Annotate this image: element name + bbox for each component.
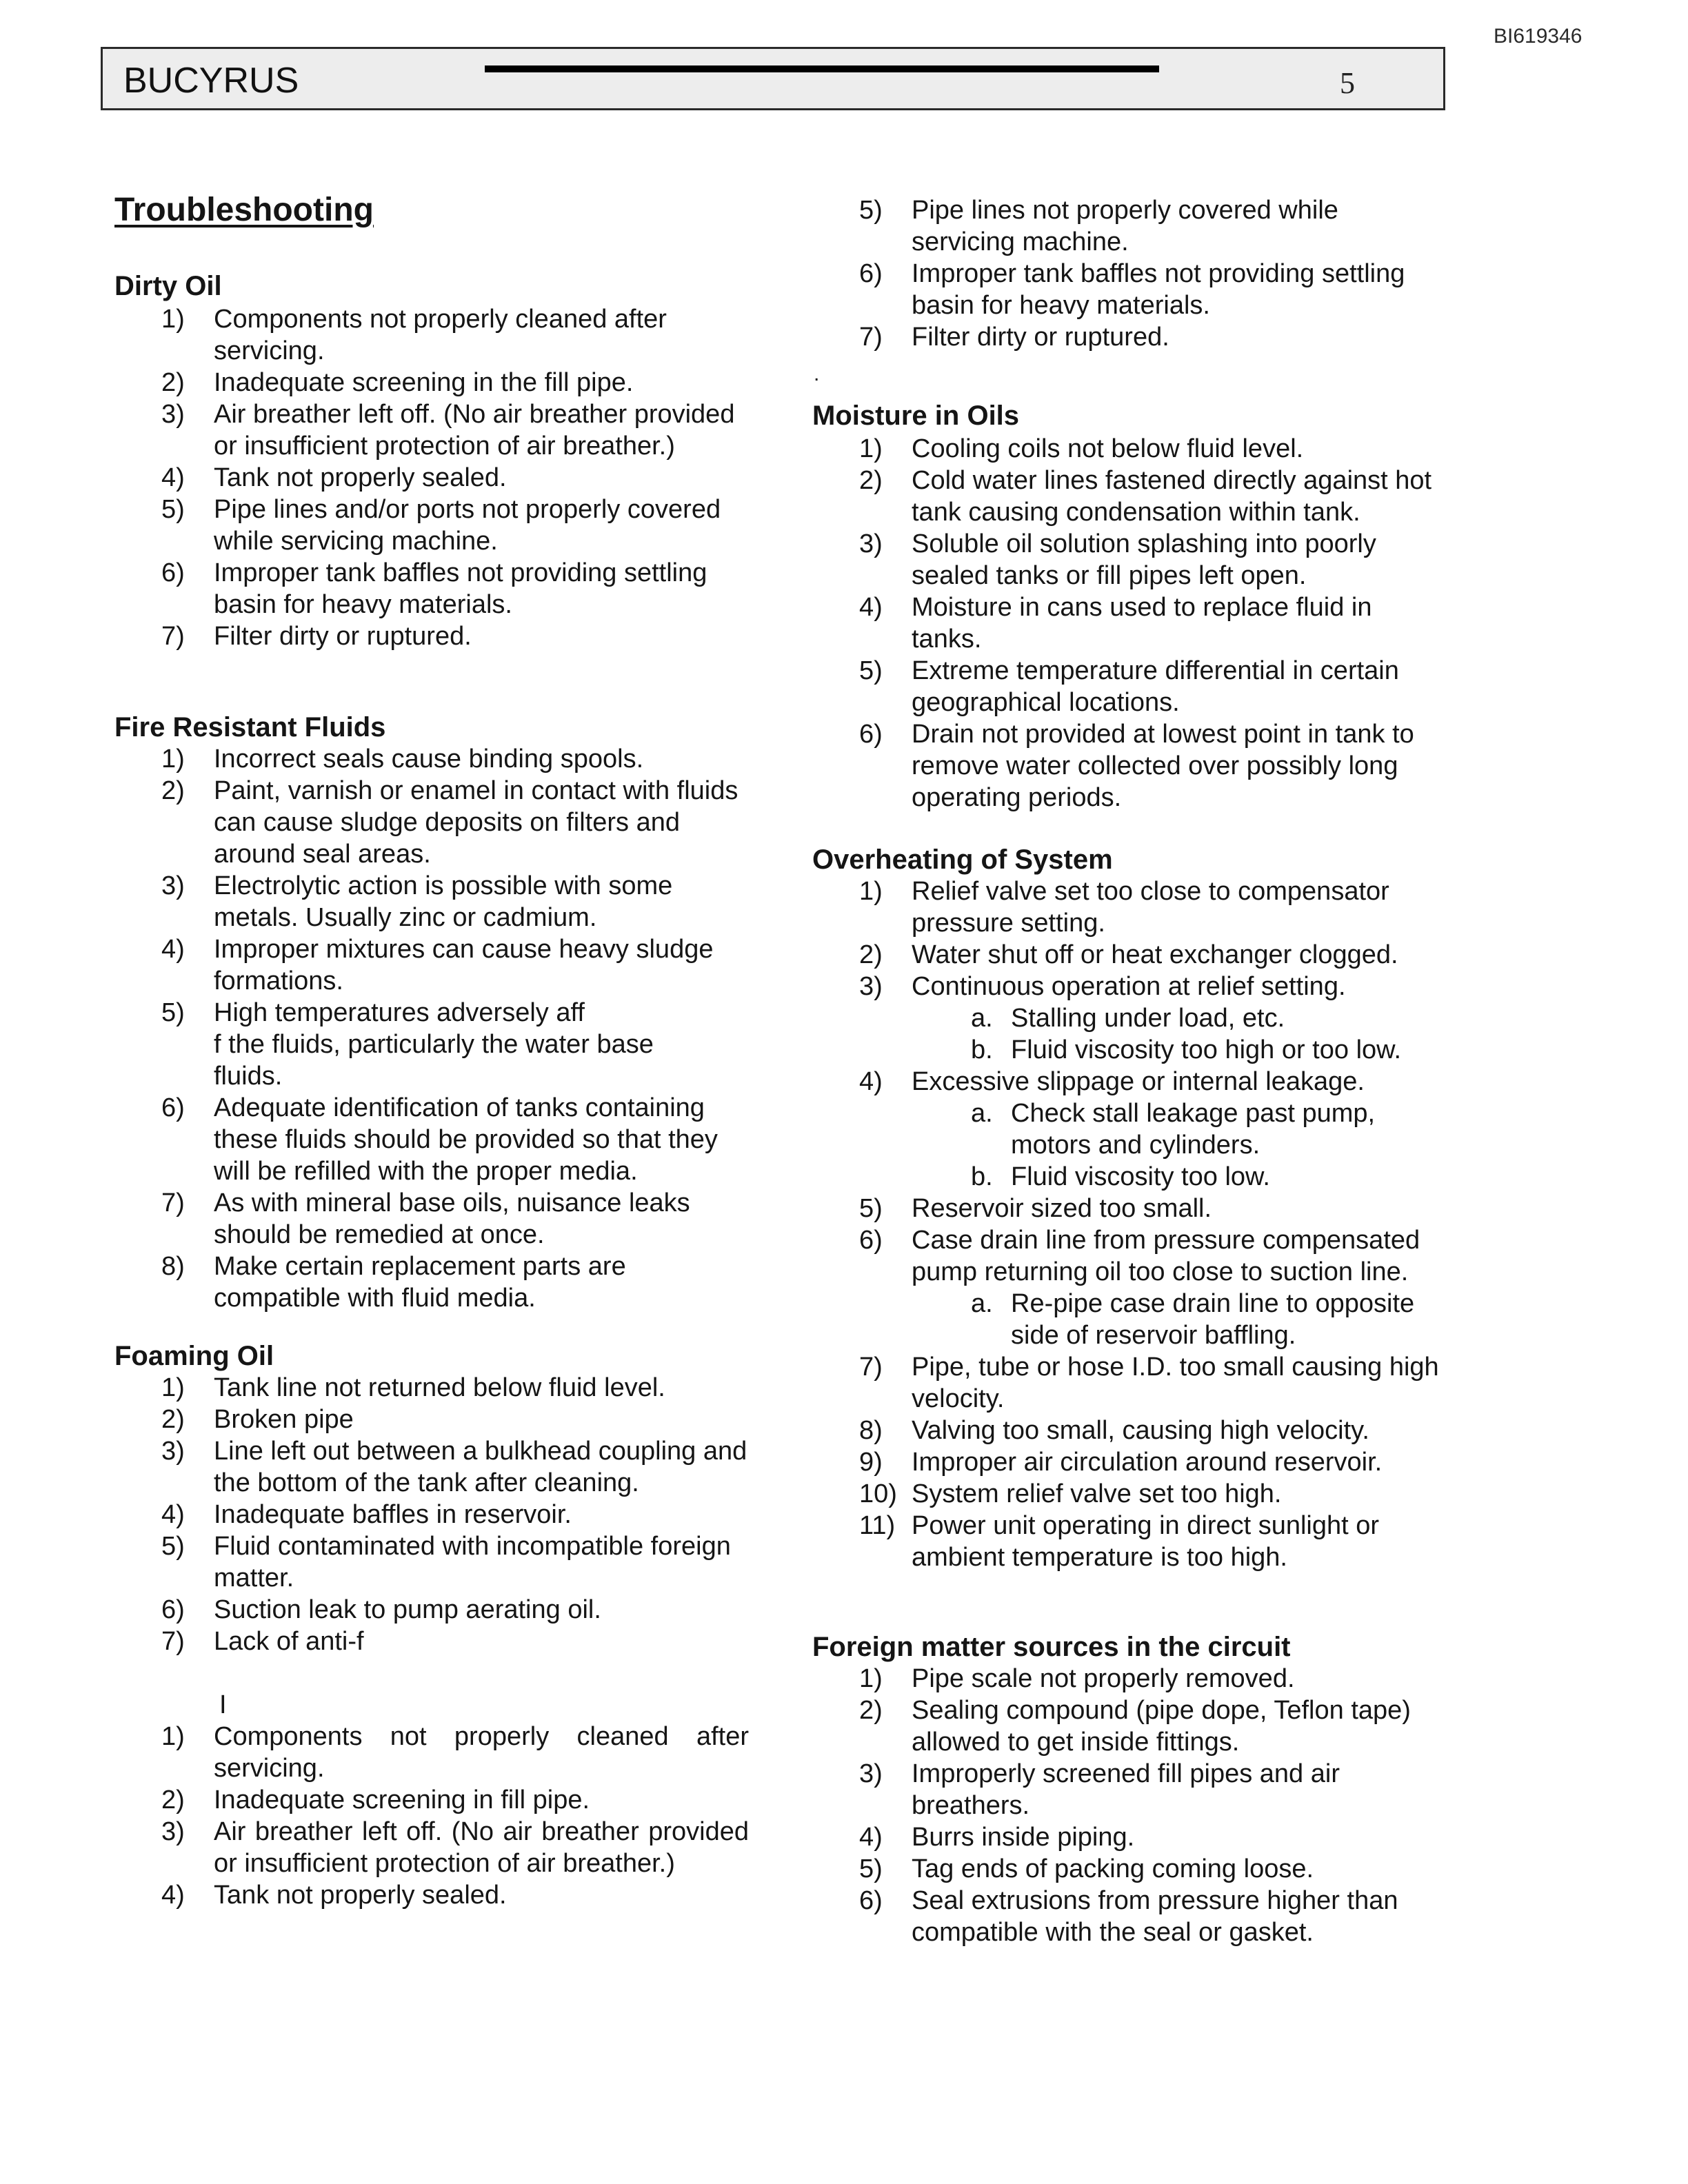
item-number: 3) [161,400,185,429]
item-text: Paint, varnish or enamel in contact with fluids can cause sludge deposits on filters and around seal areas. [214,776,738,869]
item-text: Inadequate baffles in reservoir. [214,1500,572,1529]
item-number: 3) [161,1437,185,1466]
item-text: Fluid viscosity too high or too low. [1011,1035,1402,1064]
item-text: Pipe scale not properly removed. [912,1664,1295,1693]
list-item [114,1816,749,1879]
item-number: 5) [859,1854,883,1883]
list-continued [812,194,1447,353]
item-text: Extreme temperature differential in certain geographical locations. [912,656,1399,717]
item-number: 2) [161,776,185,805]
item-number: 1) [859,1664,883,1693]
list-item [812,1224,1447,1351]
item-text: As with mineral base oils, nuisance leaks should be remedied at once. [214,1189,690,1249]
stray-mark: . [814,363,820,385]
item-text: Cooling coils not below fluid level. [912,434,1304,463]
item-number: 2) [161,1405,185,1434]
section-title-foaming-oil: Foaming Oil [114,1341,274,1371]
item-text: Reservoir sized too small. [912,1194,1212,1223]
item-number: a. [971,1099,993,1128]
list-item [812,1695,1447,1758]
item-text: High temperatures adversely aff [214,998,585,1027]
item-text: Components not properly cleaned after servicing. [214,305,667,365]
item-text: Improper tank baffles not providing settling basin for heavy materials. [912,259,1405,320]
item-number: 6) [161,1595,185,1624]
section-title-moisture: Moisture in Oils [812,401,1020,431]
item-text: Air breather left off. (No air breather provided or insufficient protection of air breather.) [214,1817,749,1878]
list-item [114,1404,749,1435]
item-number: 5) [859,196,883,225]
item-text: Water shut off or heat exchanger clogged. [912,940,1398,969]
item-text: Filter dirty or ruptured. [912,323,1169,352]
item-number: 8) [859,1416,883,1445]
item-text: Tank not properly sealed. [214,1881,507,1910]
item-text: Improper air circulation around reservoir. [912,1448,1383,1477]
list-item [812,1446,1447,1478]
list-item [812,528,1447,592]
item-number: 4) [161,463,185,492]
item-text: Improper mixtures can cause heavy sludge formations. [214,935,714,995]
list-moisture [812,433,1447,813]
list-item [812,1066,1447,1193]
list-item [114,1060,749,1092]
list-item [812,1351,1447,1415]
list-item [114,1187,749,1251]
item-text: Improperly screened fill pipes and air breathers. [912,1759,1340,1820]
list-item [114,1784,749,1816]
item-number: 8) [161,1252,185,1281]
page-header [101,47,1445,110]
item-number: 4) [161,1881,185,1910]
item-text: Excessive slippage or internal leakage. [912,1067,1365,1096]
item-number: 4) [859,1823,883,1852]
item-text: fluids. [214,1062,283,1091]
item-text: Valving too small, causing high velocity. [912,1416,1369,1445]
list-item [812,1193,1447,1224]
list-item [812,1853,1447,1885]
item-number: 2) [161,1786,185,1814]
list-item [812,465,1447,528]
item-number: 1) [161,1373,185,1402]
item-number: 1) [859,434,883,463]
list-item [114,1499,749,1530]
item-number: 7) [161,622,185,651]
list-item [114,1092,749,1187]
item-number: 5) [161,998,185,1027]
item-text: Burrs inside piping. [912,1823,1135,1852]
list-item [114,1879,749,1911]
list-item [114,620,749,652]
list-foaming-oil [114,1372,749,1657]
list-item [114,743,749,775]
item-number: 1) [161,745,185,774]
item-text: Lack of anti-f [214,1627,364,1656]
item-number: 1) [161,1722,185,1751]
list-item [812,1510,1447,1573]
item-number: 6) [859,1226,883,1255]
page-title: Troubleshooting [114,192,374,228]
list-item [114,557,749,620]
list-item [114,1435,749,1499]
list-item [114,1029,749,1060]
item-text: Improper tank baffles not providing settling basin for heavy materials. [214,558,707,619]
item-number: 9) [859,1448,883,1477]
item-number: 5) [161,1532,185,1561]
list-item [812,655,1447,718]
item-number: 5) [859,656,883,685]
list-item [812,1663,1447,1695]
item-text: Seal extrusions from pressure higher than compatible with the seal or gasket. [912,1886,1398,1947]
list-item [812,258,1447,321]
list-foreign [812,1663,1447,1948]
list-item [114,1721,749,1784]
list-item [114,398,749,462]
list-item [114,1251,749,1314]
item-number: 4) [161,1500,185,1529]
item-text: Air breather left off. (No air breather provided or insufficient protection of air breather.) [214,400,735,461]
item-text: Sealing compound (pipe dope, Teflon tape) allowed to get inside fittings. [912,1696,1411,1757]
section-title-foreign: Foreign matter sources in the circuit [812,1632,1291,1662]
list-item [812,433,1447,465]
item-number: 5) [161,495,185,524]
item-text: Components not properly cleaned after servicing. [214,1722,749,1783]
item-number: 2) [161,368,185,397]
brand-name: BUCYRUS [123,61,299,101]
list-item [812,1821,1447,1853]
item-number: 7) [161,1627,185,1656]
sub-list-item [912,1098,1447,1161]
item-number: 6) [859,720,883,749]
item-text: Soluble oil solution splashing into poorly sealed tanks or fill pipes left open. [912,529,1376,590]
list-item [114,933,749,997]
item-number: 7) [859,323,883,352]
item-number: 10) [859,1479,897,1508]
item-number: 3) [859,972,883,1001]
item-text: Continuous operation at relief setting. [912,972,1346,1001]
item-number: 3) [161,1817,185,1846]
sub-list-item [912,1034,1447,1066]
item-text: Stalling under load, etc. [1011,1004,1285,1033]
item-number: 5) [859,1194,883,1223]
list-overheating [812,876,1447,1573]
item-number: a. [971,1289,993,1318]
header-rule [485,65,1159,72]
item-number: 4) [859,593,883,622]
item-number: b. [971,1162,993,1191]
item-number: 7) [859,1353,883,1382]
list-item [114,1530,749,1594]
item-text: System relief valve set too high. [912,1479,1282,1508]
item-number: 6) [161,1093,185,1122]
list-fire-resistant [114,743,749,1314]
item-number: 3) [859,1759,883,1788]
list-item [812,1478,1447,1510]
item-text: Broken pipe [214,1405,354,1434]
item-number: a. [971,1004,993,1033]
list-item [812,718,1447,813]
section-title-fire-resistant: Fire Resistant Fluids [114,712,386,742]
item-number: 2) [859,940,883,969]
item-number: 4) [161,935,185,964]
item-text: Suction leak to pump aerating oil. [214,1595,601,1624]
list-item [114,1594,749,1626]
item-text: Adequate identification of tanks containing these fluids should be provided so that they will be refilled with the proper media. [214,1093,718,1186]
item-text: Electrolytic action is possible with some metals. Usually zinc or cadmium. [214,871,673,932]
item-number: 2) [859,1696,883,1725]
list-item [812,321,1447,353]
item-text: Tank not properly sealed. [214,463,507,492]
list-item [114,997,749,1029]
list-item [812,971,1447,1066]
item-text: Cold water lines fastened directly against hot tank causing condensation within tank. [912,466,1432,527]
item-text: Filter dirty or ruptured. [214,622,472,651]
list-item [812,592,1447,655]
item-text: Line left out between a bulkhead coupling and the bottom of the tank after cleaning. [214,1437,747,1497]
item-text: Drain not provided at lowest point in tank to remove water collected over possibly long operating periods. [912,720,1414,812]
item-number: 7) [161,1189,185,1217]
item-text: Pipe lines and/or ports not properly covered while servicing machine. [214,495,721,556]
item-number: 2) [859,466,883,495]
list-item [114,775,749,870]
item-text: Fluid viscosity too low. [1011,1162,1270,1191]
item-text: Incorrect seals cause binding spools. [214,745,644,774]
fragment-mark: I [219,1690,227,1719]
list-dirty-oil [114,303,749,652]
sub-list [912,1002,1447,1066]
item-number: 1) [859,877,883,906]
list-item [114,462,749,494]
item-text: Case drain line from pressure compensated pump returning oil too close to suction line. [912,1226,1420,1286]
list-item [812,194,1447,258]
item-text: Check stall leakage past pump, motors and cylinders. [1011,1099,1376,1160]
sub-list-item [912,1161,1447,1193]
item-text: Moisture in cans used to replace fluid in tanks. [912,593,1372,654]
item-number: 6) [161,558,185,587]
item-text: Relief valve set too close to compensator pressure setting. [912,877,1389,938]
sub-list-item [912,1002,1447,1034]
list-fragment [114,1721,749,1911]
sub-list-item [912,1288,1447,1351]
document-id: BI619346 [1494,25,1582,48]
section-title-overheating: Overheating of System [812,845,1113,875]
item-number: 3) [161,871,185,900]
item-text: Fluid contaminated with incompatible foreign matter. [214,1532,731,1593]
list-item [812,939,1447,971]
item-text: Inadequate screening in the fill pipe. [214,368,634,397]
item-number: b. [971,1035,993,1064]
list-item [812,1758,1447,1821]
item-number: 11) [859,1511,896,1540]
list-item [114,303,749,367]
item-number: 6) [859,259,883,288]
item-text: Pipe lines not properly covered while servicing machine. [912,196,1338,256]
item-text: Make certain replacement parts are compatible with fluid media. [214,1252,626,1313]
list-item [114,1372,749,1404]
list-item [812,876,1447,939]
item-number: 1) [161,305,185,334]
item-number: 4) [859,1067,883,1096]
item-text: Re-pipe case drain line to opposite side of reservoir baffling. [1011,1289,1415,1350]
item-number: 3) [859,529,883,558]
list-item [114,870,749,933]
item-text: Power unit operating in direct sunlight or ambient temperature is too high. [912,1511,1380,1572]
list-item [114,1626,749,1657]
item-text: Pipe, tube or hose I.D. too small causing high velocity. [912,1353,1439,1413]
list-item [114,494,749,557]
sub-list [912,1288,1447,1351]
section-title-dirty-oil: Dirty Oil [114,271,222,301]
item-number: 6) [859,1886,883,1915]
item-text: Tank line not returned below fluid level. [214,1373,665,1402]
item-text: Inadequate screening in fill pipe. [214,1786,590,1814]
list-item [114,367,749,398]
item-text: f the fluids, particularly the water base [214,1030,654,1059]
list-item [812,1415,1447,1446]
page-number: 5 [1340,66,1355,100]
sub-list [912,1098,1447,1193]
item-text: Tag ends of packing coming loose. [912,1854,1314,1883]
list-item [812,1885,1447,1948]
